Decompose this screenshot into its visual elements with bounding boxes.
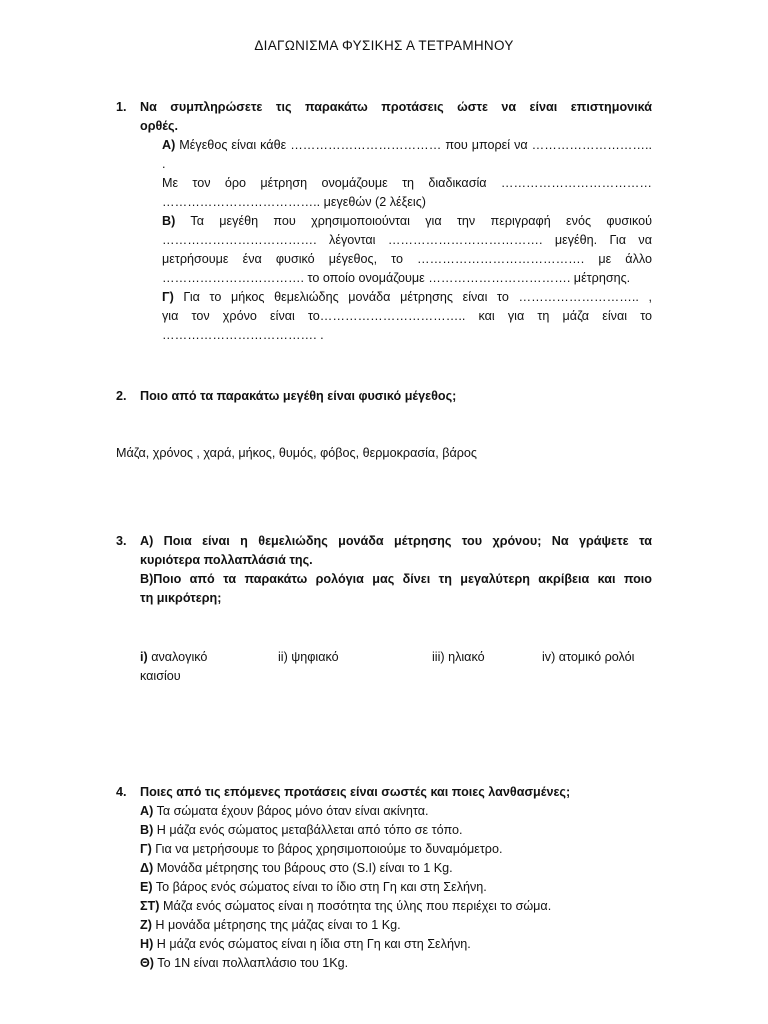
statement-c: Γ) Για να μετρήσουμε το βάρος χρησιμοποιούμε το δυναμόμετρο. bbox=[140, 842, 503, 856]
clock-option-atomic: iv) ατομικό ρολόι bbox=[542, 650, 635, 664]
question-2-text: Ποιο από τα παρακάτω μεγέθη είναι φυσικό μέγεθος; bbox=[140, 389, 457, 403]
question-number: 1. bbox=[116, 100, 127, 114]
question-number: 2. bbox=[116, 389, 127, 403]
statement-a: Α) Τα σώματα έχουν βάρος μόνο όταν είναι ακίνητα. bbox=[140, 804, 429, 818]
part-b-line-1: Τα μεγέθη που χρησιμοποιούνται για την περιγραφή ενός φυσικού bbox=[175, 214, 652, 228]
question-4-text: Ποιες από τις επόμενες προτάσεις είναι σωστές και ποιες λανθασμένες; bbox=[140, 785, 571, 799]
part-b-line-4: ……………………………. το οποίο ονομάζουμε ……………………………. μέτρησης. bbox=[162, 271, 631, 285]
question-1 bbox=[116, 98, 652, 345]
question-1-part-a bbox=[162, 136, 652, 212]
question-3-a-line-1: Α) Ποια είναι η θεμελιώδης μονάδα μέτρησης του χρόνου; Να γράψετε τα bbox=[140, 534, 652, 548]
part-label: Α) bbox=[162, 138, 176, 152]
part-a-line-1: Μέγεθος είναι κάθε ……………………………… που μπορεί να ……………………….. . bbox=[162, 138, 652, 171]
clock-option-sundial: iii) ηλιακό bbox=[432, 650, 485, 664]
question-1-part-c bbox=[162, 288, 652, 345]
question-number: 3. bbox=[116, 534, 127, 548]
statement-h: Η) Η μάζα ενός σώματος είναι η ίδια στη Γη και στη Σελήνη. bbox=[140, 937, 471, 951]
clock-option-atomic-cont: καισίου bbox=[140, 669, 181, 683]
statement-th: Θ) Το 1Ν είναι πολλαπλάσιο του 1Kg. bbox=[140, 956, 349, 970]
part-c-line-2: για τον χρόνο είναι το…………………………….. και για τη μάζα είναι το bbox=[162, 309, 652, 323]
question-1-intro: Να συμπληρώσετε τις παρακάτω προτάσεις ώστε να είναι επιστημονικά bbox=[140, 100, 652, 114]
statement-e: Ε) Το βάρος ενός σώματος είναι το ίδιο στη Γη και στη Σελήνη. bbox=[140, 880, 487, 894]
statement-d: Δ) Μονάδα μέτρησης του βάρους στο (S.I) είναι το 1 Kg. bbox=[140, 861, 453, 875]
statement-b: Β) Η μάζα ενός σώματος μεταβάλλεται από τόπο σε τόπο. bbox=[140, 823, 463, 837]
question-1-part-b bbox=[162, 212, 652, 288]
page-title: ΔΙΑΓΩΝΙΣΜΑ ΦΥΣΙΚΗΣ Α ΤΕΤΡΑΜΗΝΟΥ bbox=[254, 38, 514, 53]
part-label: Β) bbox=[162, 214, 176, 228]
statement-st: ΣΤ) Μάζα ενός σώματος είναι η ποσότητα της ύλης που περιέχει το σώμα. bbox=[140, 899, 552, 913]
question-number: 4. bbox=[116, 785, 127, 799]
part-label: Γ) bbox=[162, 290, 174, 304]
part-c-line-3: ………………………………. . bbox=[162, 328, 324, 342]
question-3-a-line-2: κυριότερα πολλαπλάσιά της. bbox=[140, 553, 313, 567]
clock-option-analog: i) αναλογικό bbox=[140, 650, 208, 664]
question-3 bbox=[116, 532, 652, 608]
part-a-line-3: ……………………………….. μεγεθών (2 λέξεις) bbox=[162, 195, 426, 209]
question-1-intro-cont: ορθές. bbox=[140, 119, 179, 133]
part-c-line-1: Για το μήκος θεμελιώδης μονάδα μέτρησης είναι το ……………………….. , bbox=[173, 290, 652, 304]
question-2-list: Μάζα, χρόνος , χαρά, μήκος, θυμός, φόβος, θερμοκρασία, βάρος bbox=[116, 446, 477, 460]
question-2 bbox=[116, 387, 652, 406]
question-3-b-line-2: τη μικρότερη; bbox=[140, 591, 222, 605]
clock-option-digital: ii) ψηφιακό bbox=[278, 650, 339, 664]
part-a-line-2: Με τον όρο μέτρηση ονομάζουμε τη διαδικασία ……………………………… bbox=[162, 176, 652, 190]
question-4 bbox=[116, 783, 652, 973]
part-b-line-2: ………………………………. λέγονται ………………………………. μεγέθη. Για να bbox=[162, 233, 652, 247]
question-3-b-line-1: Β)Ποιο από τα παρακάτω ρολόγια μας δίνει τη μεγαλύτερη ακρίβεια και ποιο bbox=[140, 572, 652, 586]
statement-z: Ζ) Η μονάδα μέτρησης της μάζας είναι το 1 Kg. bbox=[140, 918, 401, 932]
part-b-line-3: μετρήσουμε ένα φυσικό μέγεθος, το …………………………………. με άλλο bbox=[162, 252, 652, 266]
